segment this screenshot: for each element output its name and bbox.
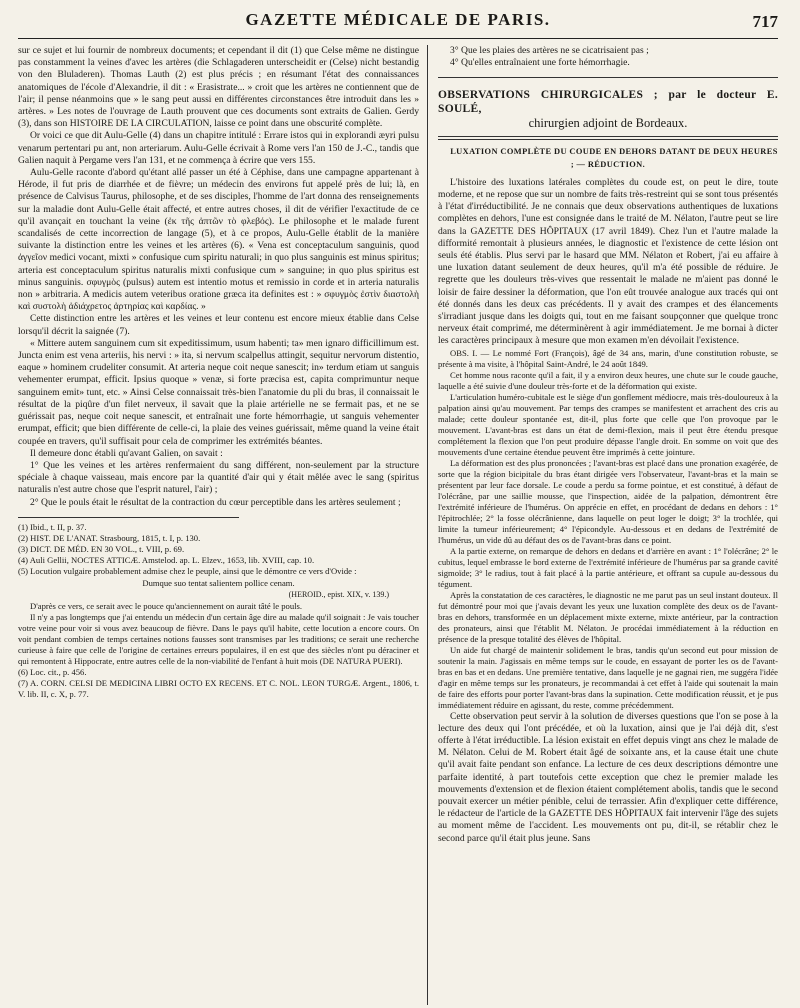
- footnote: (2) HIST. DE L'ANAT. Strasbourg, 1815, t. I, p. 130.: [18, 532, 201, 543]
- observation-paragraph: La déformation est des plus prononcées ; l'avant-bras est placé dans une pronation exagérée, de sorte que la région bicipitale du bras étant dirigée vers l'observateur, l'avant-bras et la main se présentent par leur face dorsale. Le coude a perdu sa forme pointue, et est constitué, à défaut de l'olécrâne, par une saillie mousse, que l'inspection, aidée de la palpation, démontrent être l'extrémité inférieure de l'humérus. On apprécie en effet, en procédant de dedans en dehors : 1° l'épitrochlée; 2° la fosse olécrânienne, dans laquelle on peut loger le doigt; 3° la trochlée, qui limite la tumeur inférieurement; 4° l'épicondyle. Au-dessous et en dedans de l'extrémité de l'humérus, un vide dû au défaut des os de l'avant-bras dans ce point.: [438, 457, 778, 545]
- footnote-divider: [18, 517, 239, 518]
- list-item: 4° Qu'elles entraînaient une forte hémorrhagie.: [450, 57, 630, 69]
- footnote: (1) Ibid., t. II, p. 37.: [18, 521, 87, 532]
- section-author: chirurgien adjoint de Bordeaux.: [528, 116, 688, 131]
- verse-quote: Dumque suo tentat salientem pollice cenam.: [142, 577, 295, 588]
- paragraph: Aulu-Gelle raconte d'abord qu'étant allé passer un été à Céphise, dans une campagne appartenant à Hérode, il fut pris de diarrhée et de fièvre; un médecin des environs fut appelé près de lui; là, en présence de Calvisus Taurus, philosophe, et de ses disciples, l'homme de l'art donna des renseignements sur la maladie dont Aulu-Gelle était affecté, et entre autres choses, il dit de vérifier l'exactitude de ce qu'il avançait en touchant la veine (ἐκ τῆς ἀπτῶν τὸ φλεβός). Le philosophe et le malade furent scandalisés de cette incorrection de langage (5), et à ce propos, Aulu-Gelle établit de la manière suivante la distinction entre les veines et les artères (6). « Vena est conceptaculum sanguinis, quod ἀγγεῖον medici vocant, mixti » confusique cum spiritu naturali; in quo plus sanguinis est minus spiritus; arteria est conceptaculum spiritus naturalis mixti confusique cum » sanguine; in quo plus spiritus est minus sanguinis. σφυγμὸς (pulsus) autem est intentio motus et remissio in corde et in arteria naturalis non » arbitraria. A medicis autem veteribus oratione græca ita definites est : » σφυγμὸς ἐστὶν διαστολὴ καὶ συστολὴ ἀδιάχρετος ἀρτηρίας καὶ καρδίας. »: [18, 167, 419, 313]
- observation-paragraph: Cet homme nous raconte qu'il a fait, il y a environ deux heures, une chute sur le coude gauche, laquelle a été suivie d'une douleur très-forte et de la déformation qui existe.: [438, 369, 778, 391]
- paragraph: Cette observation peut servir à la solution de diverses questions que l'on se pose à la lecture des deux qui l'ont précédée, et où la luxation, ainsi que je l'ai déjà dit, s'est offerte à l'état irréductible. La lésion existait en effet depuis vingt ans chez le malade de M. Nélaton. Celui de M. Robert était âgé de soixante ans, et la cause était une chute qu'il avait faite pendant son enfance. La lecture de ces deux descriptions démontre une parfaite identité, à part toutefois cette exception que chez le premier malade les mouvements d'extension et de flexion étaient complétement abolis, tandis que le second pouvait exercer un métier pénible, celui de terrassier. Afin d'expliquer cette différence, le rédacteur de l'article de la GAZETTE DES HÔPITAUX fait intervenir l'âge des sujets au moment même de l'accident. Les mouvements ont pu, dit-il, se rétablir chez le second parce qu'il était plus jeune. Sans: [438, 710, 778, 844]
- paragraph: sur ce sujet et lui fournir de nombreux documents; et cependant il dit (1) que Celse même ne distingue pas constamment la veines d'avec les artères (die Schlagaderen unterscheidit er (Celse) nicht bestandig von den Bluladeren). Thomas Lauth (2) est plus précis ; en résumant l'état des connaissances anatomiques de l'école d'Alexandrie, il dit : « Erasistrate... » croit que les artères ne contiennent que de l'air; il pense néanmoins que » le sang peut aussi en différentes circonstances être introduit dans les » artères. » Les notes de l'ouvrage de Lauth prouvent que ces documents sont extraits de Galien. Gerdy (3), dans son HISTOIRE DE LA CIRCULATION, laisse ce point dans une obscurité complète.: [18, 45, 419, 130]
- list-item: 3° Que les plaies des artères ne se cicatrisaient pas ;: [450, 45, 649, 56]
- paragraph: 1° Que les veines et les artères renfermaient du sang différent, non-seulement par la structure spéciale à chaque vaisseau, mais encore par la quantité d'air qui y était mêlée avec le sang (spiritus naturalis n'est autre chose que l'esprit naturel, l'air) ;: [18, 459, 419, 496]
- footnote: (5) Locution vulgaire probablement admise chez le peuple, ainsi que le démontre ce vers d'Ovide :: [18, 565, 357, 576]
- footnote: (6) Loc. cit., p. 456.: [18, 667, 87, 678]
- footnote: (3) DICT. DE MÉD. EN 30 VOL., t. VIII, p. 69.: [18, 543, 185, 554]
- left-column: [18, 45, 428, 1005]
- page-header: [18, 10, 778, 39]
- paragraph: « Mittere autem sanguinem cum sit expeditissimum, usum habenti; ta» men ignaro difficillimum est. Juncta enim est vena arteriis, his nervi : » ita, si nervum scalpellus attingit, sequitur nervorum distentio, eaque » hominem crudeliter consumit. At arteria neque coit neque sanescit; in» terdum etiam ut sanguis vehementer erumpat, efficit. Ipsius quoque » venæ, si forte præcisa est, capita comprimuntur neque sanguinem emit» tunt, etc. » Ainsi Celse connaissait très-bien l'anatomie du pli du bras, il connaissait le résultat de la piqûre d'un filet nerveux, il savait que la plaie artérielle ne se fermait pas, et ne se guérissait pas, neque coit neque sanescit, et entraînait une forte hémorrhagie, ut sanguis vehementer erumpat, efficit; que bien différente de celle-ci, la plaie des veines guérissait, même quand la veine était coupée en travers, qu'il suffisait pour cela de comprimer les extrémités béantes.: [18, 337, 419, 447]
- journal-title: GAZETTE MÉDICALE DE PARIS.: [245, 10, 551, 29]
- section-title: OBSERVATIONS CHIRURGICALES ; par le docteur E. SOULÉ,: [438, 89, 778, 116]
- paragraph: L'histoire des luxations latérales complètes du coude est, on peut le dire, toute moderne, et ne repose que sur un nombre de faits très-restreint qui se sont tous présentés à l'état d'irréductibilité. Je ne connais que deux observations authentiques de luxations complètes en dehors, l'une est consignée dans le traité de M. Nélaton, l'autre peut se lire dans la GAZETTE DES HÔPITAUX (17 avril 1849). Chez l'un et l'autre malade la difformité remontait à plusieurs années, le diagnostic et l'existence de cette lésion ont seuls été établis. Plus servi par le hasard que MM. Nélaton et Robert, j'ai eu affaire à une luxation datant seulement de deux heures, qu'il m'a été possible de réduire. Je regrette que les douleurs très-vives que ressentait le malade ne m'aient pas donné le loisir de faire dessiner la déformation, que l'on eût trouvée analogue aux tracés qui ont été donnés dans les deux cas précédents. Il y avait des crampes et des élancements s'irradiant jusque dans les doigts qui, tout en me faisant soupçonner que quelque tronc nerveux était comprimé, me déterminèrent à agir immédiatement. Je me bornai à dicter les caractères principaux à mesure que mon examen m'en dévoilait l'existence.: [438, 176, 778, 347]
- footnote: (7) A. CORN. CELSI DE MEDICINA LIBRI OCTO EX RECENS. ET C. NOL. LEON TURGÆ. Argent., 1806, t. V. lib. II, c. X, p. 77.: [18, 678, 419, 700]
- columns: [18, 45, 778, 1005]
- right-column: [428, 45, 778, 1005]
- page-number: 717: [752, 12, 778, 31]
- verse-source: (HEROID., epist. XIX, v. 139.): [288, 589, 389, 599]
- observation-paragraph: L'articulation huméro-cubitale est le siège d'un gonflement médiocre, mais très-douloureux à la palpation ainsi qu'au mouvement. Par temps des crampes se manifestent et arrachent des cris au malade; cette douleur spontanée est, dit-il, plus forte que celle que l'on provoque par le mouvement. L'avant-bras est dans un état de demi-flexion, mais il peut être étendu presque complétement la flexion que l'on peut produire dépasse l'angle droit. En somme on voit que des mouvements d'une certaine étendue peuvent être imprimés à cette jointure.: [438, 391, 778, 457]
- double-rule: [438, 136, 778, 140]
- article-subheading: LUXATION COMPLÈTE DU COUDE EN DEHORS DATANT DE DEUX HEURES ; — RÉDUCTION.: [450, 147, 778, 169]
- paragraph: Cette distinction entre les artères et les veines et leur contenu est encore mieux établie dans Celse lorsqu'il décrit la saignée (7).: [18, 313, 419, 337]
- observation-paragraph: Après la constatation de ces caractères, le diagnostic ne me parut pas un seul instant douteux. Il fut démontré pour moi que j'avais devant les yeux une luxation complète des deux os de l'avant-bras en dehors, transformée en un déplacement mixte externe, mixte antérieur, par la contraction des pronateurs, ainsi que l'établit M. Nélaton. Je procédai immédiatement à la réduction en présence de la presque totalité des élèves de l'hôpital.: [438, 589, 778, 644]
- footnote-paragraph: D'après ce vers, ce serait avec le pouce qu'anciennement on aurait tâté le pouls.: [30, 601, 303, 612]
- paragraph: 2° Que le pouls était le résultat de la contraction du cœur perceptible dans les artères seulement ;: [30, 496, 401, 508]
- footnote: (4) Auli Gellii, NOCTES ATTICÆ. Amstelod. ap. L. Elzev., 1653, lib. XVIII, cap. 10.: [18, 554, 315, 565]
- paragraph: Or voici ce que dit Aulu-Gelle (4) dans un chapitre intitulé : Errare istos qui in explorandi æyri pulsu venarum pertentari pu ant, non arteriarum. Aulu-Gelle écrivait à Rome vers l'an 150 de J.-C., tandis que Galien naquit à Pergame vers l'an 131, et ne commença à écrire que vers 155.: [18, 130, 419, 166]
- section-divider: [438, 77, 778, 78]
- section-heading: [438, 88, 778, 130]
- observation-paragraph: Un aide fut chargé de maintenir solidement le bras, tandis qu'un second eut pour mission de soutenir la main. J'agissais en même temps sur le coude, en essayant de porter les os de l'avant-bras en bas et en dedans. Une première tentative, dans laquelle je ne gagnai rien, me suggéra l'idée d'agir en même temps sur les pronateurs, je recommandai à cet effet à l'aide qui soutenait la main de faire des efforts pour porter l'avant-bras dans la supination. Cette modification réussit, et je pus immédiatement réduire en agissant, du reste, comme précédemment.: [438, 644, 778, 710]
- footnote-paragraph: Il n'y a pas longtemps que j'ai entendu un médecin d'un certain âge dire au malade qu'il soignait : Je vais toucher votre veine pour voir si vous avez beaucoup de fièvre. Dans le pays qu'il habite, cette locution a encore cours. On voit pendant combien de temps certaines notions fausses sont transmises par les traditions; ce serait une recherche curieuse à faire que celle de l'origine de certaines erreurs populaires, il en est que des siècles n'ont pu déraciner et qui remontent à Hippocrate, entre autres celle de la non-viabilité de l'enfant à huit mois (DE NATURA PUERI).: [18, 612, 419, 667]
- observation-paragraph: A la partie externe, on remarque de dehors en dedans et d'arrière en avant : 1° l'olécrâne; 2° le cubitus, lequel embrasse le bord externe de l'extrémité inférieure de l'humérus par sa grande cavité sigmoïde; 3° le radius, tout à fait placé à la partie antérieure, et offrant sa cupule au-dessous du tégument.: [438, 545, 778, 589]
- observation-paragraph: OBS. I. — Le nommé Fort (François), âgé de 34 ans, marin, d'une constitution robuste, se présente à ma visite, à l'hôpital Saint-André, le 24 août 1849.: [438, 347, 778, 369]
- paragraph: Il demeure donc établi qu'avant Galien, on savait :: [30, 447, 223, 459]
